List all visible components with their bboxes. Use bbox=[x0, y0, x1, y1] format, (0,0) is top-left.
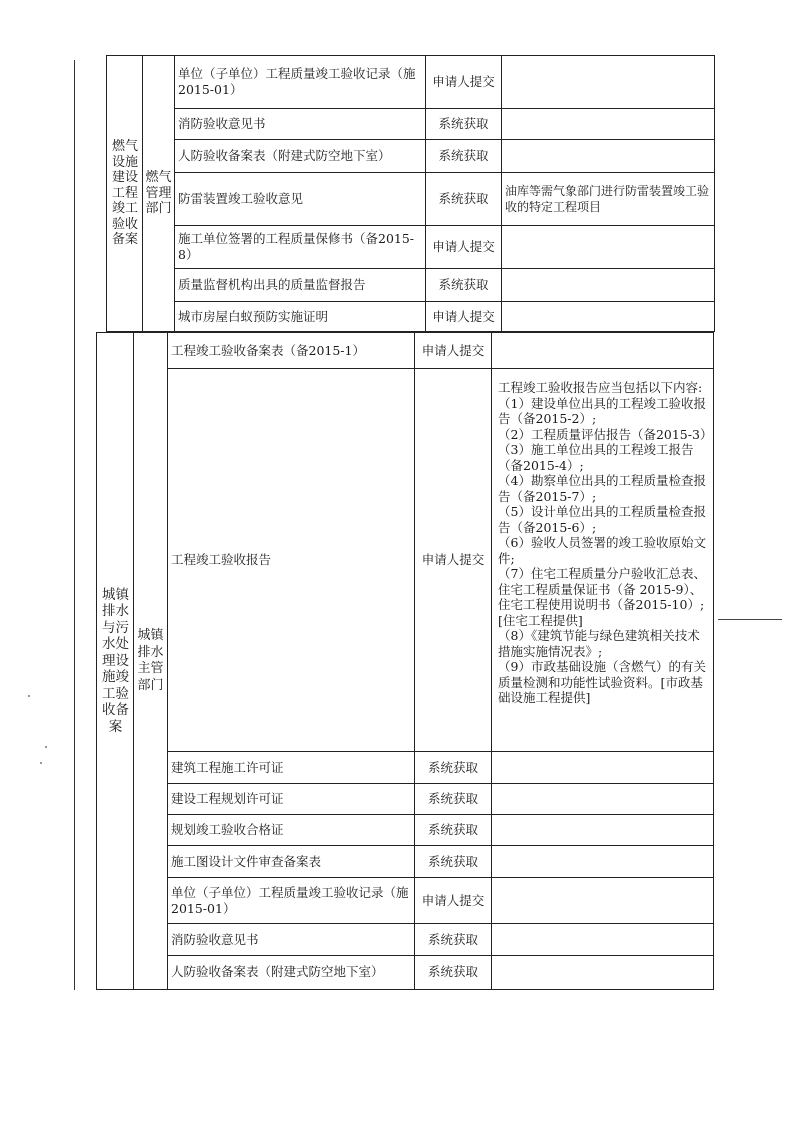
doc-cell bbox=[175, 173, 425, 225]
method-label: 系统获取 bbox=[427, 931, 478, 947]
note-line: （4）勘察单位出具的工程质量检查报告（备2015-7）; bbox=[498, 473, 706, 504]
method-label: 系统获取 bbox=[438, 191, 489, 206]
method-cell bbox=[426, 269, 501, 301]
note-line: 工程竣工验收报告应当包括以下内容: bbox=[498, 380, 703, 395]
doc-cell bbox=[168, 815, 414, 845]
method-cell bbox=[415, 784, 491, 814]
doc-cell bbox=[168, 752, 414, 783]
doc-name: 质量监督机构出具的质量监督报告 bbox=[178, 277, 366, 292]
category-cell bbox=[108, 57, 142, 330]
stray-scan-line bbox=[718, 619, 782, 620]
method-cell bbox=[415, 752, 491, 783]
doc-name: 施工图设计文件审查备案表 bbox=[171, 853, 322, 869]
doc-name: 施工单位签署的工程质量保修书（备2015-8） bbox=[178, 231, 415, 262]
method-label: 申请人提交 bbox=[421, 892, 485, 908]
doc-name: 规划竣工验收合格证 bbox=[171, 822, 284, 837]
doc-name: 工程竣工验收备案表（备2015-1） bbox=[171, 343, 365, 358]
category-label: 城镇排水与污水处理设施竣工验收备案 bbox=[102, 586, 129, 735]
note-cell bbox=[502, 173, 714, 225]
note-text: 油库等需气象部门进行防雷装置竣工验收的特定工程项目 bbox=[505, 184, 710, 214]
method-label: 系统获取 bbox=[427, 853, 478, 869]
method-label: 系统获取 bbox=[438, 277, 489, 292]
method-cell bbox=[415, 815, 491, 845]
doc-cell bbox=[168, 956, 414, 988]
doc-name: 防雷装置竣工验收意见 bbox=[178, 191, 304, 206]
method-cell bbox=[426, 140, 501, 172]
method-cell bbox=[426, 173, 501, 225]
method-cell bbox=[415, 878, 491, 923]
doc-cell bbox=[175, 226, 425, 268]
note-line: （5）设计单位出具的工程质量检查报告（备2015-6）; bbox=[498, 504, 706, 535]
doc-cell bbox=[168, 924, 414, 955]
note-line: （1）建设单位出具的工程竣工验收报告（备2015-2）; bbox=[498, 395, 706, 426]
method-cell bbox=[426, 226, 501, 268]
doc-cell bbox=[168, 846, 414, 877]
note-line: （9）市政基础设施（含燃气）的有关质量检测和功能性试验资料。[市政基础设施工程提供] bbox=[498, 659, 706, 705]
method-cell bbox=[426, 56, 501, 108]
doc-name: 人防验收备案表（附建式防空地下室） bbox=[178, 148, 391, 163]
scan-speck bbox=[28, 695, 30, 697]
method-cell bbox=[415, 846, 491, 877]
doc-cell bbox=[168, 334, 414, 368]
note-line: （8）《建筑节能与绿色建筑相关技术措施实施情况表》; bbox=[498, 628, 700, 659]
binding-margin-line bbox=[74, 60, 75, 990]
method-label: 系统获取 bbox=[427, 791, 478, 806]
method-label: 申请人提交 bbox=[432, 308, 495, 324]
category-label: 燃气设施建设工程竣工验收备案 bbox=[111, 139, 138, 248]
doc-name: 城市房屋白蚁预防实施证明 bbox=[178, 308, 329, 324]
note-line: （3）施工单位出具的工程竣工报告（备2015-4）; bbox=[498, 442, 694, 473]
method-cell bbox=[415, 369, 491, 751]
scan-speck bbox=[40, 762, 42, 764]
method-label: 系统获取 bbox=[438, 116, 489, 131]
doc-cell bbox=[175, 140, 425, 172]
method-label: 系统获取 bbox=[438, 148, 489, 163]
doc-name: 建设工程规划许可证 bbox=[171, 791, 284, 806]
doc-name: 单位（子单位）工程质量竣工验收记录（施2015-01） bbox=[178, 66, 416, 97]
doc-name: 消防验收意见书 bbox=[171, 931, 259, 947]
department-cell bbox=[134, 334, 167, 988]
method-cell bbox=[415, 956, 491, 988]
method-cell bbox=[415, 924, 491, 955]
doc-name: 单位（子单位）工程质量竣工验收记录（施2015-01） bbox=[171, 884, 409, 916]
doc-cell bbox=[168, 878, 414, 923]
doc-cell bbox=[168, 369, 414, 751]
method-label: 系统获取 bbox=[427, 964, 478, 979]
note-line: （2）工程质量评估报告（备2015-3） bbox=[498, 426, 713, 442]
department-cell bbox=[143, 57, 174, 330]
doc-name: 人防验收备案表（附建式防空地下室） bbox=[171, 964, 384, 979]
note-line: （7）住宅工程质量分户验收汇总表、住宅工程质量保证书（备 2015-9）、住宅工程使用说明书（备2015-10）; bbox=[498, 566, 706, 612]
category-cell bbox=[98, 334, 133, 988]
doc-cell bbox=[175, 109, 425, 139]
doc-cell bbox=[175, 56, 425, 108]
doc-cell bbox=[168, 784, 414, 814]
method-cell bbox=[415, 334, 491, 368]
doc-name: 工程竣工验收报告 bbox=[171, 552, 272, 567]
method-label: 申请人提交 bbox=[432, 239, 495, 254]
method-cell bbox=[426, 302, 501, 331]
method-label: 申请人提交 bbox=[421, 552, 485, 567]
report-requirements-note bbox=[492, 378, 714, 750]
method-label: 系统获取 bbox=[427, 822, 478, 837]
department-label: 燃气管理部门 bbox=[145, 170, 172, 217]
scan-speck bbox=[45, 746, 47, 748]
department-label: 城镇排水主管部门 bbox=[137, 628, 164, 693]
method-label: 申请人提交 bbox=[432, 74, 495, 89]
method-label: 申请人提交 bbox=[421, 343, 485, 358]
method-cell bbox=[426, 109, 501, 139]
method-label: 系统获取 bbox=[427, 759, 478, 775]
doc-name: 消防验收意见书 bbox=[178, 116, 266, 131]
doc-cell bbox=[175, 269, 425, 301]
note-line: （6）验收人员签署的竣工验收原始文件; bbox=[498, 535, 706, 566]
doc-name: 建筑工程施工许可证 bbox=[171, 759, 284, 775]
doc-cell bbox=[175, 302, 425, 331]
note-line: [住宅工程提供] bbox=[498, 612, 583, 628]
